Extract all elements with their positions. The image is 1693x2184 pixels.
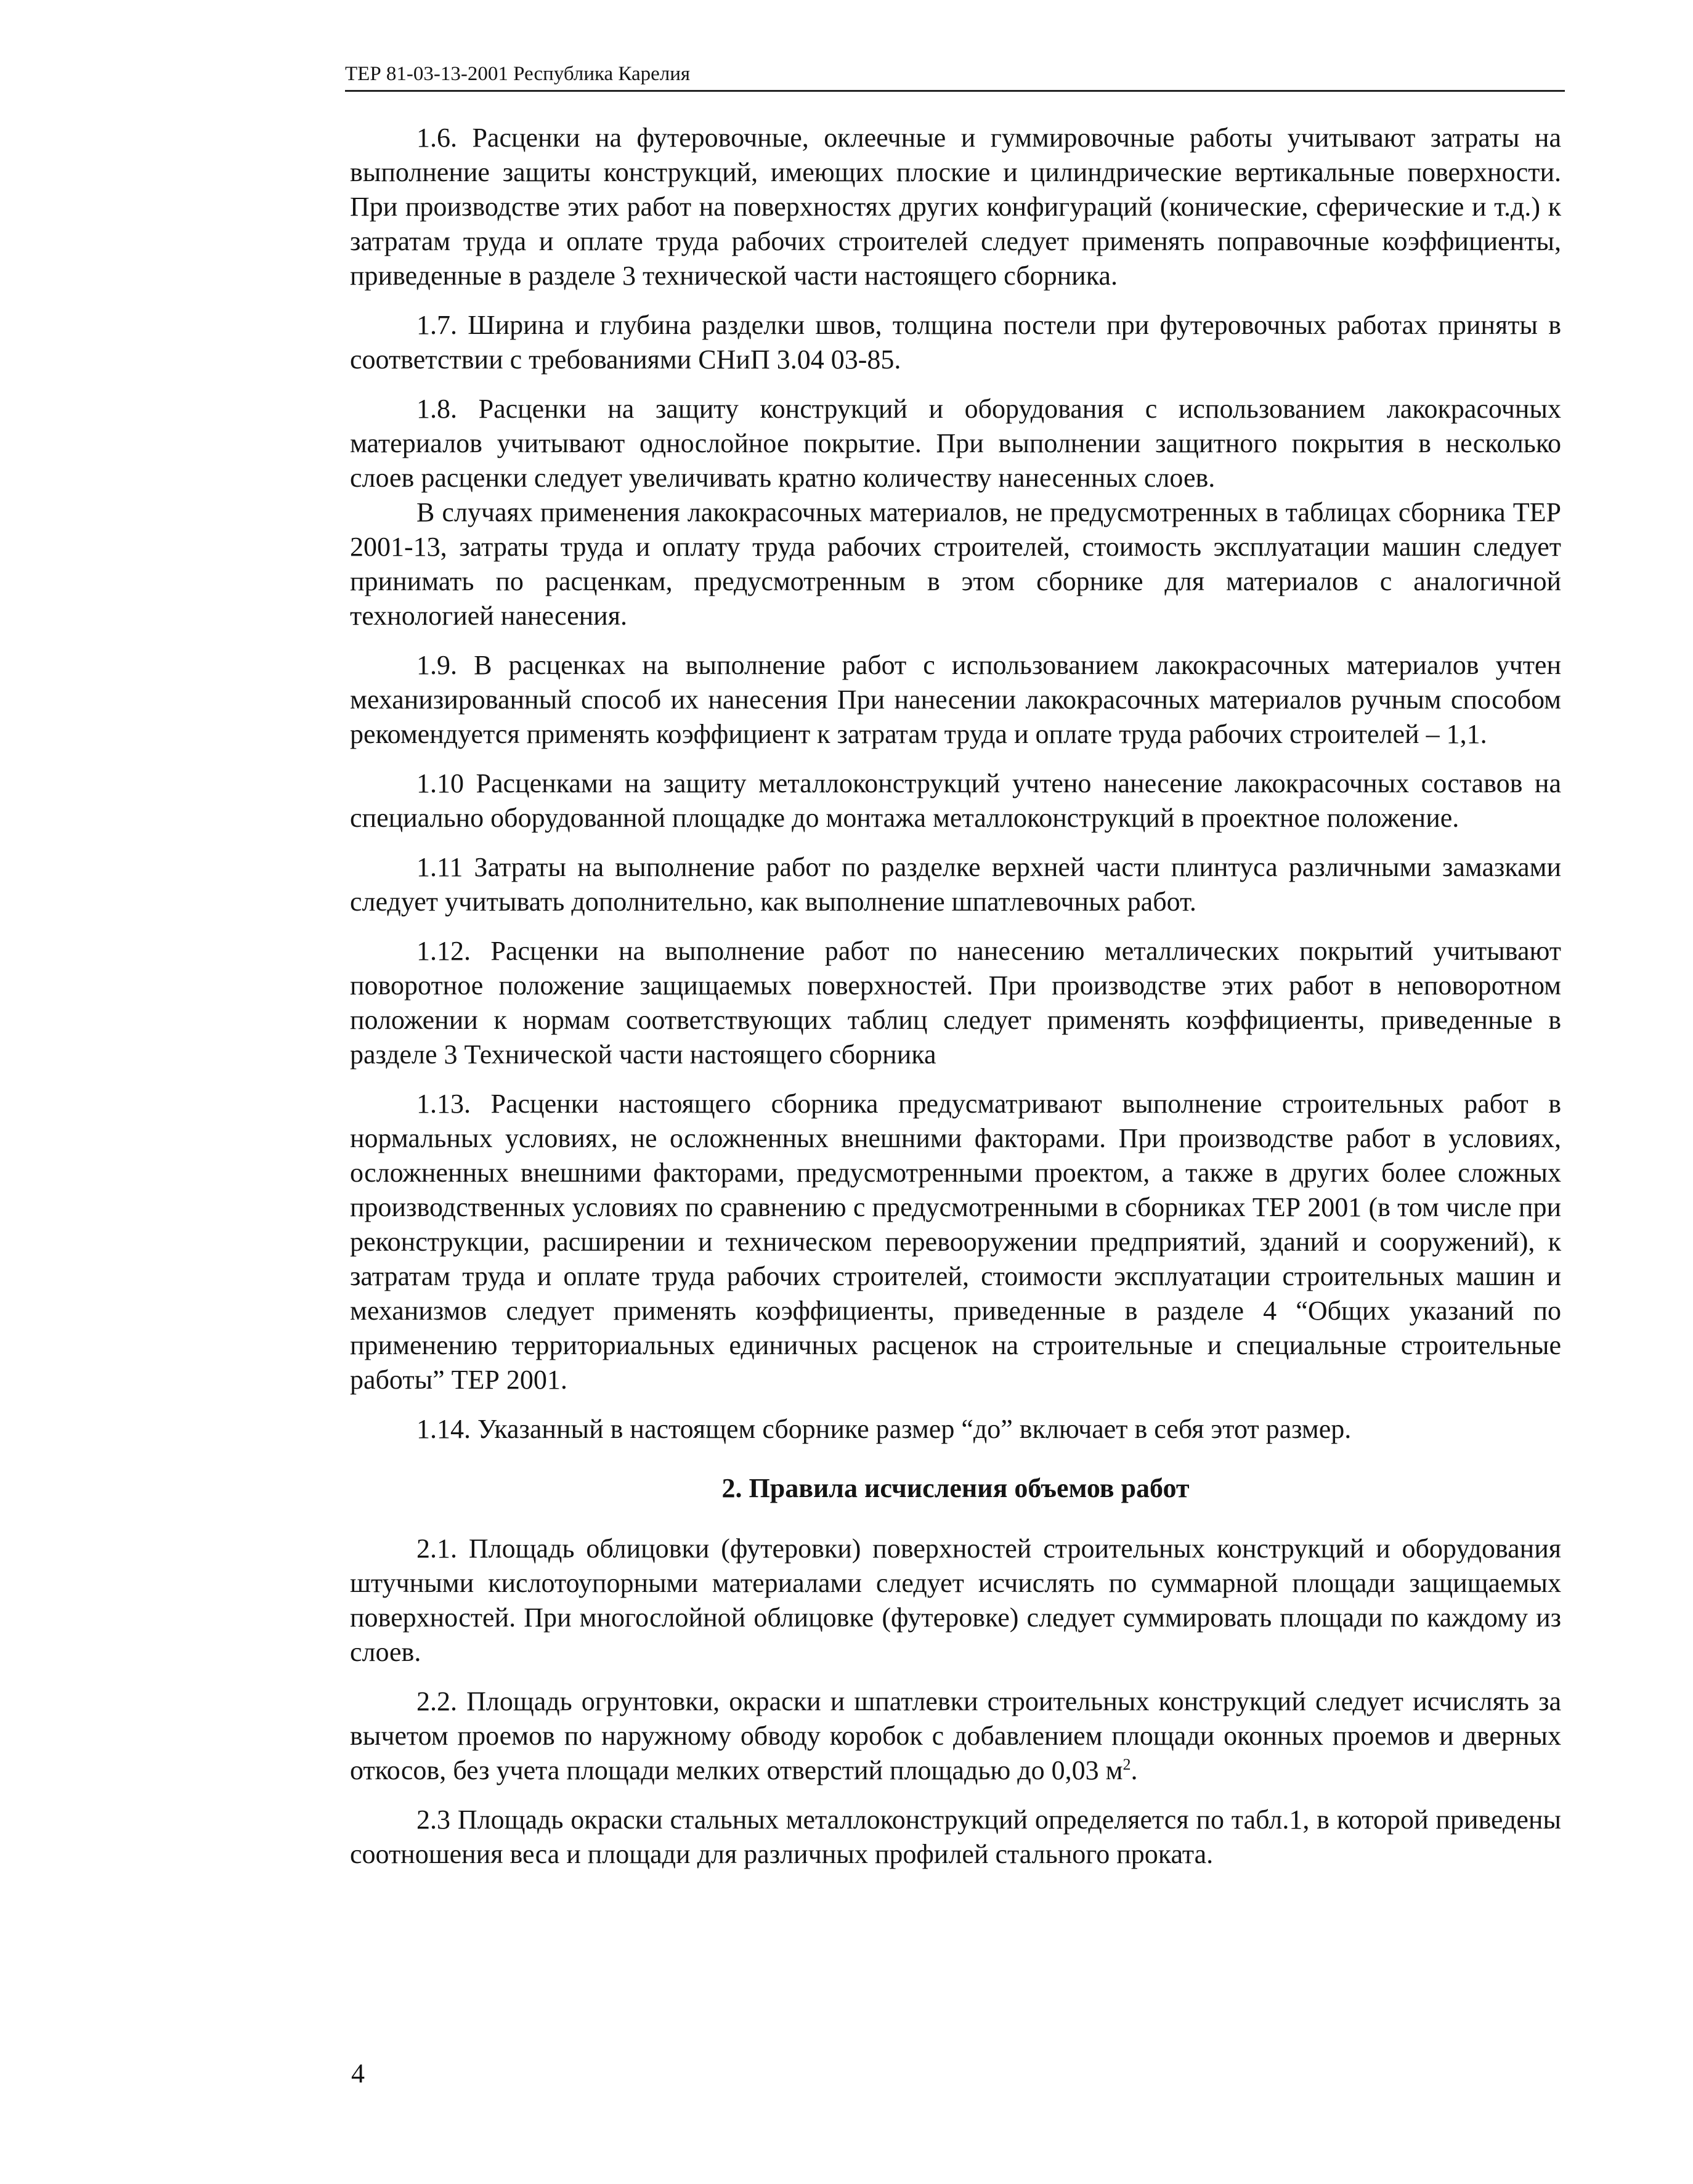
running-header: ТЕР 81-03-13-2001 Республика Карелия <box>345 63 691 85</box>
paragraph-2-3: 2.3 Площадь окраски стальных металлоконструкций определяется по табл.1, в которой приведены соотношения веса и площади для различных профилей стального проката. <box>350 1804 1561 1869</box>
paragraph-1-14: 1.14. Указанный в настоящем сборнике размер “до” включает в себя этот размер. <box>416 1414 1352 1444</box>
paragraph-2-2-text: 2.2. Площадь огрунтовки, окраски и шпатлевки строительных конструкций следует исчислять за вычетом проемов по наружному обводу коробок с добавлением площади оконных проемов и дверных откосов, без учета площади мелких отверстий площадью до 0,03 м <box>350 1686 1561 1785</box>
paragraph-1-7: 1.7. Ширина и глубина разделки швов, толщина постели при футеровочных работах приняты в соответствии с требованиями СНиП 3.04 03-85. <box>350 310 1561 375</box>
section-heading: 2. Правила исчисления объемов работ <box>721 1473 1190 1503</box>
paragraph-1-11: 1.11 Затраты на выполнение работ по разделке верхней части плинтуса различными замазками следует учитывать дополнительно, как выполнение шпатлевочных работ. <box>350 852 1561 917</box>
page-number: 4 <box>351 2058 365 2089</box>
header-divider <box>345 90 1565 92</box>
paragraph-2-1: 2.1. Площадь облицовки (футеровки) поверхностей строительных конструкций и оборудования штучными кислотоупорными материалами следует исчислять по суммарной площади защищаемых поверхностей. При многослойной облицовке (футеровке) следует суммировать площади по каждому из слоев. <box>350 1533 1561 1667</box>
paragraph-1-12: 1.12. Расценки на выполнение работ по нанесению металлических покрытий учитывают поворотное положение защищаемых поверхностей. При производстве этих работ в неповоротном положении к нормам соответствующих таблиц следует применять коэффициенты, приведенные в разделе 3 Технической части настоящего сборника <box>350 936 1561 1070</box>
paragraph-1-9: 1.9. В расценках на выполнение работ с использованием лакокрасочных материалов учтен механизированный способ их нанесения При нанесении лакокрасочных материалов ручным способом рекомендуется применять коэффициент к затратам труда и оплате труда рабочих строителей – 1,1. <box>350 650 1561 749</box>
paragraph-1-13: 1.13. Расценки настоящего сборника предусматривают выполнение строительных работ в нормальных условиях, не осложненных внешними факторами. При производстве работ в условиях, осложненных внешними факторами, предусмотренными проектом, а также в других более сложных производственных условиях по сравнению с предусмотренными в сборниках ТЕР 2001 (в том числе при реконструкции, расширении и техническом перевооружении предприятий, зданий и сооружений), к затратам труда и оплате труда рабочих строителей, стоимости эксплуатации строительных машин и механизмов следует применять коэффициенты, приведенные в разделе 4 “Общих указаний по применению территориальных единичных расценок на строительные и специальные строительные работы” ТЕР 2001. <box>350 1089 1561 1395</box>
paragraph-1-8: 1.8. Расценки на защиту конструкций и оборудования с использованием лакокрасочных материалов учитывают однослойное покрытие. При выполнении защитного покрытия в несколько слоев расценки следует увеличивать кратно количеству нанесенных слоев. <box>350 394 1561 493</box>
paragraph-2-2 <box>350 1684 1561 1788</box>
paragraph-1-6: 1.6. Расценки на футеровочные, оклеечные и гуммировочные работы учитывают затраты на выполнение защиты конструкций, имеющих плоские и цилиндрические вертикальные поверхности. При производстве этих работ на поверхностях других конфигураций (конические, сферические и т.д.) к затратам труда и оплате труда рабочих строителей следует применять поправочные коэффициенты, приведенные в разделе 3 технической части настоящего сборника. <box>350 123 1561 291</box>
unit-exponent: 2 <box>1123 1755 1131 1774</box>
page-body <box>350 121 1561 1886</box>
paragraph-2-2-end: . <box>1131 1755 1138 1785</box>
paragraph-1-10: 1.10 Расценками на защиту металлоконструкций учтено нанесение лакокрасочных составов на специально оборудованной площадке до монтажа металлоконструкций в проектное положение. <box>350 768 1561 833</box>
paragraph-1-8-continued: В случаях применения лакокрасочных материалов, не предусмотренных в таблицах сборника ТЕР 2001-13, затраты труда и оплату труда рабочих строителей, стоимость эксплуатации машин следует принимать по расценкам, предусмотренным в этом сборнике для материалов с аналогичной технологией нанесения. <box>350 497 1561 631</box>
